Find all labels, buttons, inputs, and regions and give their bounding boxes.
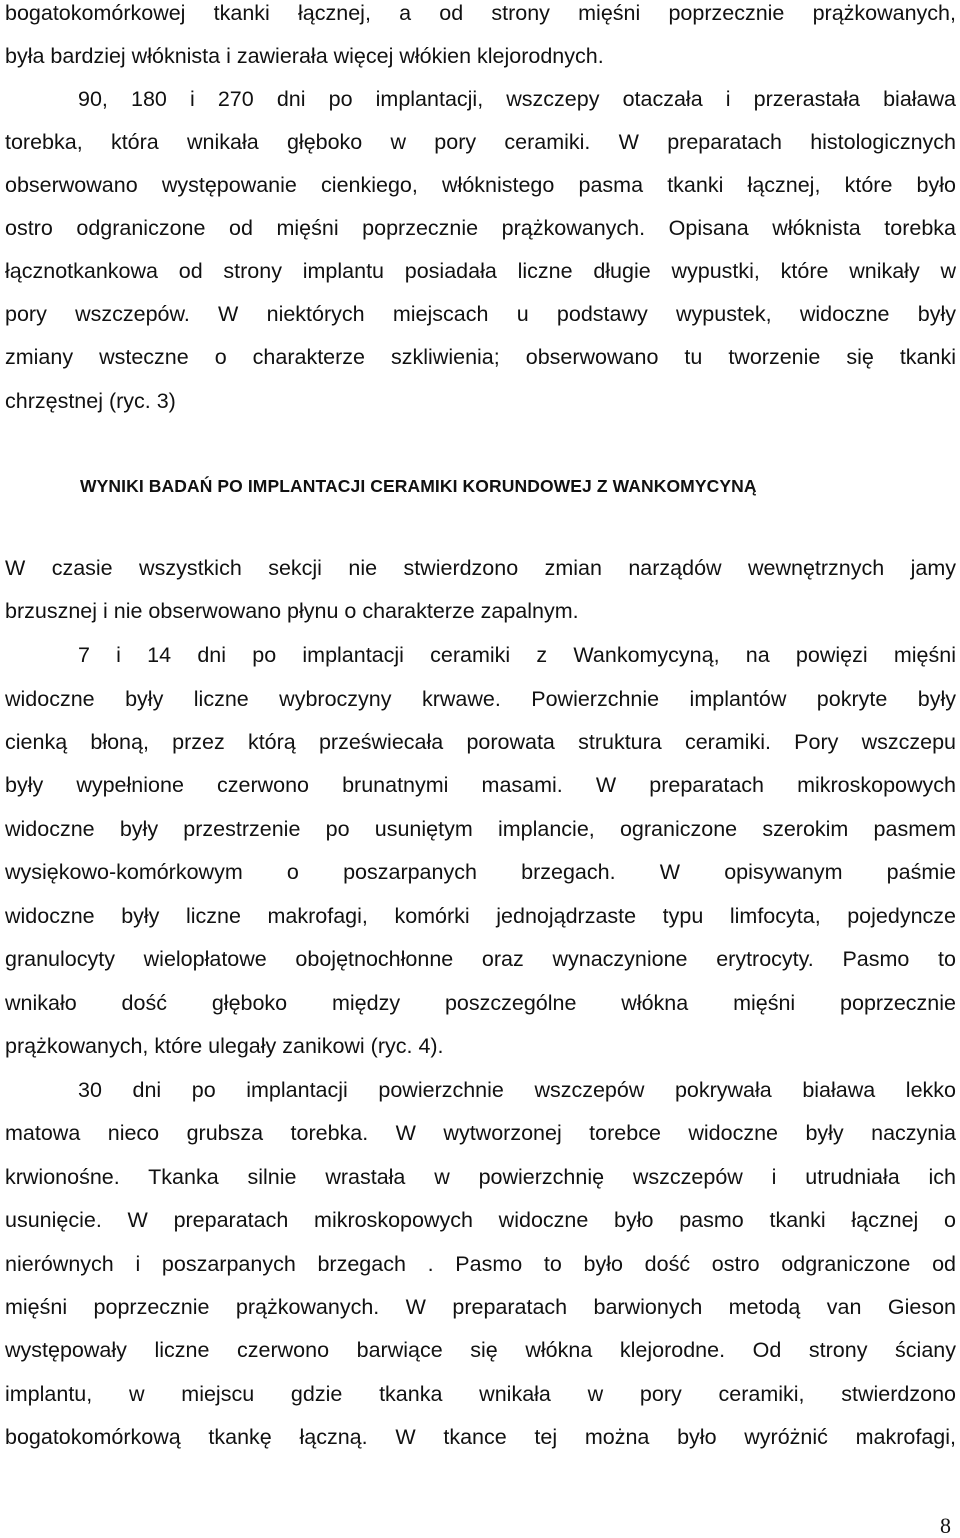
text-line: ostro odgraniczone od mięśni poprzecznie prążkowanych. Opisana włóknista torebka [5,216,956,240]
text-line: bogatokomórkową tkankę łączną. W tkance tej można było wyróżnić makrofagi, [5,1425,956,1449]
text-line: zmiany wsteczne o charakterze szkliwienia; obserwowano tu tworzenie się tkanki [5,345,956,369]
text-line: wnikało dość głęboko między poszczególne włókna mięśni poprzecznie [5,991,956,1015]
text-line: krwionośne. Tkanka silnie wrastała w powierzchnię wszczepów i utrudniała ich [5,1165,956,1189]
text-line: matowa nieco grubsza torebka. W wytworzonej torebce widoczne były naczynia [5,1121,956,1145]
text-line: były wypełnione czerwono brunatnymi masami. W preparatach mikroskopowych [5,773,956,797]
section-heading: WYNIKI BADAŃ PO IMPLANTACJI CERAMIKI KORUNDOWEJ Z WANKOMYCYNĄ [80,476,757,496]
text-line: wysiękowo-komórkowym o poszarpanych brzegach. W opisywanym paśmie [5,860,956,884]
text-line: prążkowanych, które ulegały zanikowi (ryc. 4). [5,1034,444,1058]
text-line: obserwowano występowanie cienkiego, włóknistego pasma tkanki łącznej, które było [5,173,956,197]
text-line: cienką błoną, przez którą przeświecała porowata struktura ceramiki. Pory wszczepu [5,730,956,754]
text-line: 30 dni po implantacji powierzchnie wszczepów pokrywała biaława lekko [78,1078,956,1102]
text-line: usunięcie. W preparatach mikroskopowych widoczne było pasmo tkanki łącznej o [5,1208,956,1232]
text-line: nierównych i poszarpanych brzegach . Pasmo to było dość ostro odgraniczone od [5,1252,956,1276]
text-line: implantu, w miejscu gdzie tkanka wnikała w pory ceramiki, stwierdzono [5,1382,956,1406]
text-line: występowały liczne czerwono barwiące się włókna klejorodne. Od strony ściany [5,1338,956,1362]
text-line: 90, 180 i 270 dni po implantacji, wszczepy otaczała i przerastała biaława [78,87,956,111]
text-line: bogatokomórkowej tkanki łącznej, a od strony mięśni poprzecznie prążkowanych, [5,1,956,25]
text-line: torebka, która wnikała głęboko w pory ceramiki. W preparatach histologicznych [5,130,956,154]
text-line: granulocyty wielopłatowe obojętnochłonne oraz wynaczynione erytrocyty. Pasmo to [5,947,956,971]
text-line: 7 i 14 dni po implantacji ceramiki z Wankomycyną, na powięzi mięśni [78,643,956,667]
text-line: chrzęstnej (ryc. 3) [5,389,176,413]
text-line: łącznotkankowa od strony implantu posiadała liczne długie wypustki, które wnikały w [5,259,956,283]
text-line: widoczne były przestrzenie po usuniętym implancie, ograniczone szerokim pasmem [5,817,956,841]
text-line: pory wszczepów. W niektórych miejscach u podstawy wypustek, widoczne były [5,302,956,326]
text-line: mięśni poprzecznie prążkowanych. W preparatach barwionych metodą van Gieson [5,1295,956,1319]
page-number: 8 [940,1513,951,1538]
text-line: widoczne były liczne wybroczyny krwawe. Powierzchnie implantów pokryte były [5,687,956,711]
text-line: widoczne były liczne makrofagi, komórki jednojądrzaste typu limfocyta, pojedyncze [5,904,956,928]
text-line: była bardziej włóknista i zawierała więcej włókien klejorodnych. [5,44,604,68]
text-line: W czasie wszystkich sekcji nie stwierdzono zmian narządów wewnętrznych jamy [5,556,956,580]
text-line: brzusznej i nie obserwowano płynu o charakterze zapalnym. [5,599,579,623]
